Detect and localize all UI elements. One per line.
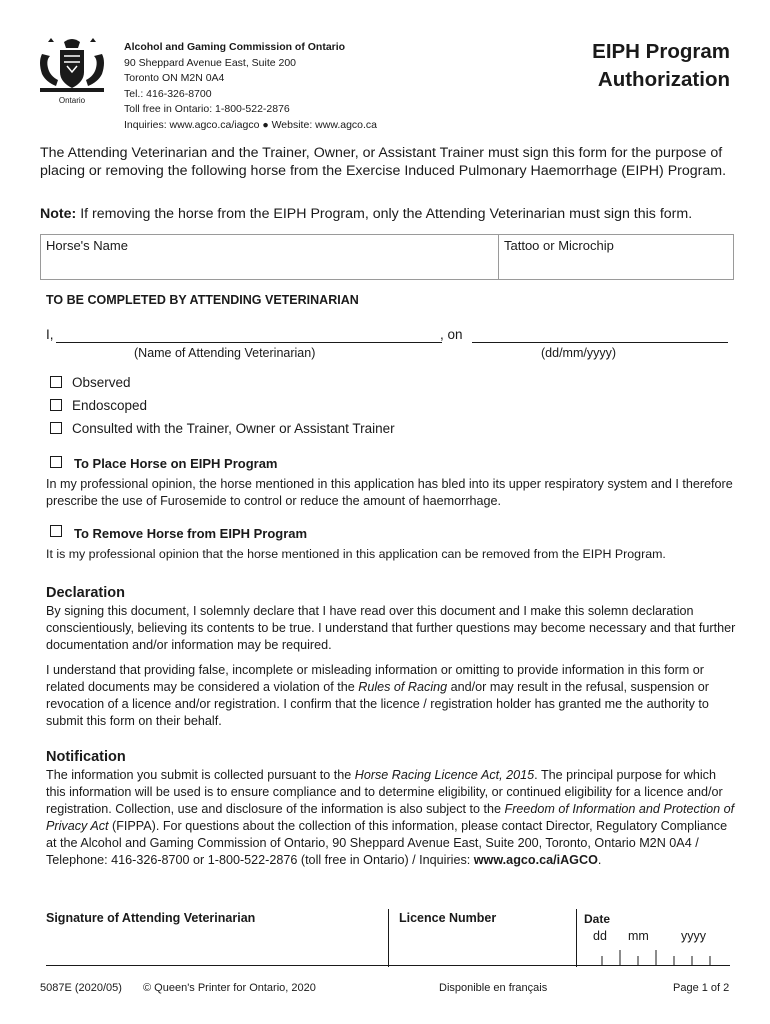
signature-baseline: [46, 965, 730, 966]
notification-text: [46, 767, 736, 869]
date-caption: (dd/mm/yyyy): [541, 346, 616, 360]
vet-name-caption: (Name of Attending Veterinarian): [134, 346, 316, 360]
org-name: Alcohol and Gaming Commission of Ontario: [124, 41, 346, 53]
copyright: © Queen's Printer for Ontario, 2020: [143, 982, 316, 994]
date-yyyy: yyyy: [681, 929, 706, 943]
place-on-program-checkbox[interactable]: [50, 456, 62, 468]
exam-date-line[interactable]: [472, 342, 728, 343]
note-text: [40, 206, 740, 222]
notification-act-name: Horse Racing Licence Act, 2015: [354, 768, 535, 782]
notification-fippa-name: Freedom of Information and Protection of Privacy Act: [46, 802, 735, 833]
date-tick-marks: [578, 946, 730, 965]
observed-label: Observed: [72, 375, 131, 390]
consulted-label: Consulted with the Trainer, Owner or Assistant Trainer: [72, 421, 395, 436]
org-address-1: 90 Sheppard Avenue East, Suite 200: [124, 56, 297, 69]
document-title: [510, 38, 730, 94]
remove-text: It is my professional opinion that the horse mentioned in this application can be removed from the EIPH Program.: [46, 547, 666, 561]
horse-name-label: Horse's Name: [46, 238, 128, 253]
vet-name-line[interactable]: [56, 342, 442, 343]
note-label: Note:: [40, 206, 77, 222]
tattoo-label: Tattoo or Microchip: [504, 238, 614, 253]
consulted-checkbox[interactable]: [50, 422, 62, 434]
horse-name-field[interactable]: [41, 235, 499, 279]
declaration-p1: By signing this document, I solemnly declare that I have read over this document and I make this solemn declaration conscientiously, believing its contents to be true. I understand that further questions may become necessary and that further documentation and/or information may be required.: [46, 604, 736, 652]
form-code: 5087E (2020/05): [40, 982, 122, 994]
remove-heading: To Remove Horse from EIPH Program: [74, 526, 308, 541]
notification-t2: . The principal purpose for which this information will be used is to ensure compliance and to determine eligibility, or continued eligibility for a licence and/or registration. Collection, use and disclosure of the information is also subject to the: [46, 768, 723, 816]
endoscoped-checkbox[interactable]: [50, 399, 62, 411]
horse-info-table: [40, 234, 734, 280]
place-text: In my professional opinion, the horse mentioned in this application has bled into its upper respiratory system and I therefore prescribe the use of Furosemide to control or reduce the amount of haemorrhage.: [46, 477, 733, 508]
licence-number-field[interactable]: [390, 930, 574, 964]
sig-divider-2: [576, 909, 577, 967]
notification-t1: The information you submit is collected pursuant to the: [46, 768, 355, 782]
org-address-2: Toronto ON M2N 0A4: [124, 72, 225, 84]
note-body: If removing the horse from the EIPH Program, only the Attending Veterinarian must sign this form.: [76, 206, 693, 222]
declaration-p2-a: I understand that providing false, incomplete or misleading information or omitting to provide information in this form or related documents may be considered a violation of the: [46, 663, 704, 694]
signature-field[interactable]: [46, 910, 386, 964]
tattoo-microchip-field[interactable]: [499, 235, 733, 279]
org-inquiries: Inquiries: www.agco.ca/iagco ● Website: www.agco.ca: [124, 118, 378, 131]
title-line-2: Authorization: [597, 68, 730, 91]
date-label: Date: [584, 912, 611, 926]
i-label: I,: [46, 327, 54, 342]
page-number: Page 1 of 2: [673, 982, 730, 994]
logo-caption: Ontario: [58, 96, 86, 105]
declaration-heading: Declaration: [46, 585, 125, 601]
date-mm: mm: [628, 929, 649, 943]
title-line-1: EIPH Program: [592, 40, 730, 63]
date-dd: dd: [593, 929, 607, 943]
intro-text: The Attending Veterinarian and the Trainer, Owner, or Assistant Trainer must sign this form for the purpose of placing or removing the following horse from the Exercise Induced Pulmonary Haemorrhage (EIPH) Program.: [40, 145, 727, 179]
observed-checkbox[interactable]: [50, 376, 62, 388]
declaration-p2: [46, 662, 736, 730]
org-contact-block: [124, 40, 377, 133]
signature-label: Signature of Attending Veterinarian: [46, 911, 256, 925]
sig-divider-1: [388, 909, 389, 967]
org-toll-free: Toll free in Ontario: 1-800-522-2876: [124, 103, 290, 115]
place-heading: To Place Horse on EIPH Program: [74, 456, 278, 471]
notification-t4: .: [597, 853, 602, 867]
declaration-p2-b: and/or may result in the refusal, suspension or revocation of a licence and/or registration. I confirm that the licence / registration holder has granted me the authority to submit this form on their behalf.: [46, 680, 709, 728]
remove-from-program-checkbox[interactable]: [50, 525, 62, 537]
on-label: , on: [440, 327, 463, 342]
endoscoped-label: Endoscoped: [72, 398, 148, 413]
french-available: Disponible en français: [439, 982, 548, 994]
notification-t3: (FIPPA). For questions about the collection of this information, please contact Director, Regulatory Compliance at the Alcohol and Gaming Commission of Ontario, 90 Sheppard Avenue East, Suite 200, Toronto, Ontario M2N 0A4 / Telephone: 416-326-8700 or 1-800-522-2876 (toll free in Ontario) / Inquiries:: [46, 819, 728, 867]
rules-of-racing: Rules of Racing: [358, 680, 448, 694]
licence-number-label: Licence Number: [399, 911, 497, 925]
notification-iagco-link[interactable]: www.agco.ca/iAGCO: [473, 853, 598, 867]
sign-date-field[interactable]: [578, 946, 730, 965]
vet-section-heading: TO BE COMPLETED BY ATTENDING VETERINARIAN: [46, 293, 359, 307]
org-tel: Tel.: 416-326-8700: [124, 87, 212, 100]
notification-heading: Notification: [46, 749, 126, 765]
